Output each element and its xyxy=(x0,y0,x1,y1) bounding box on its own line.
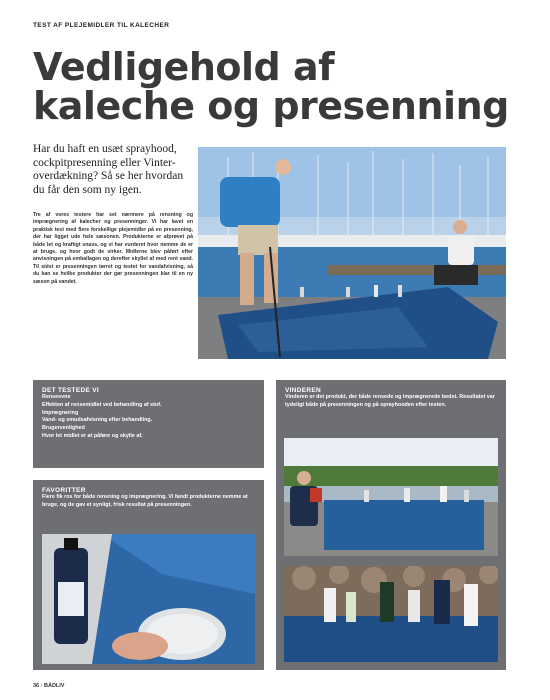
test-criteria-line: Imprægnering xyxy=(42,409,79,416)
test-criteria-line: Hvor let midlet er at påføre og skylle af. xyxy=(42,432,143,439)
product-lineup-photo-bottom xyxy=(284,566,498,662)
test-criteria-line: Brugervenlighed xyxy=(42,425,85,432)
test-criteria-heading: DET TESTEDE VI xyxy=(42,387,99,394)
test-criteria-box xyxy=(33,380,264,468)
lead-paragraph: Har du haft en usæt sprayhood, cockpitpresenning eller Vinter-overdækning? Så se her hvordan du får den som ny igen. xyxy=(33,143,184,196)
favorites-box xyxy=(33,480,264,670)
favorites-heading: FAVORITTER xyxy=(42,487,86,494)
page-footer: 36 · BÅDLIV xyxy=(33,683,65,689)
test-criteria-line: Renseevne xyxy=(42,394,71,400)
favorites-text: Flere fik ros for både rensning og imprægnering. Vi fandt produkterne nemme at bruge, og de gav et synligt, frisk resultat på presenningen. xyxy=(42,494,248,508)
title-line-1: Vedligehold af xyxy=(33,45,335,89)
cleaning-photo xyxy=(42,534,255,664)
winner-box xyxy=(276,380,506,670)
test-criteria-line: Effekten af rensemidlet ved behandling af stof. xyxy=(42,401,162,408)
product-lineup-photo-top xyxy=(284,438,498,556)
winner-heading: VINDEREN xyxy=(285,387,321,394)
winner-text: Vinderen er det produkt, der både rensede og imprægnerede bedst. Resultatet var tydeligt både på presenningen og på sprayhooden efter testen. xyxy=(285,394,495,408)
body-text: Tre af vores testere har set nærmere på rensning og imprægnering af kalecher og presenninger. Vi har lavet en praktisk test med flere forskellige plejemidler på en presenning, der har ligget ude hele sæsonen. Produkterne er afprøvet på både let og kraftigt snavs, og vi har vurderet hvor nemme de er at bruge, og hvor godt de virker. Midlerne blev påført efter anvisningen på emballagen og derefter skyllet af med rent vand. Til sidst er presenningen tørret og testet for vandafvisning, så du kan se hvilke produkter der gør presenningen klar til en ny sæson på vandet. xyxy=(33,212,193,285)
article-title xyxy=(33,45,533,128)
main-photo xyxy=(198,147,506,359)
section-kicker: TEST AF PLEJEMIDLER TIL KALECHER xyxy=(33,22,170,29)
title-line-2: kaleche og presenning xyxy=(33,84,509,128)
test-criteria-line: Vand- og smudsafvisning efter behandling. xyxy=(42,417,153,424)
